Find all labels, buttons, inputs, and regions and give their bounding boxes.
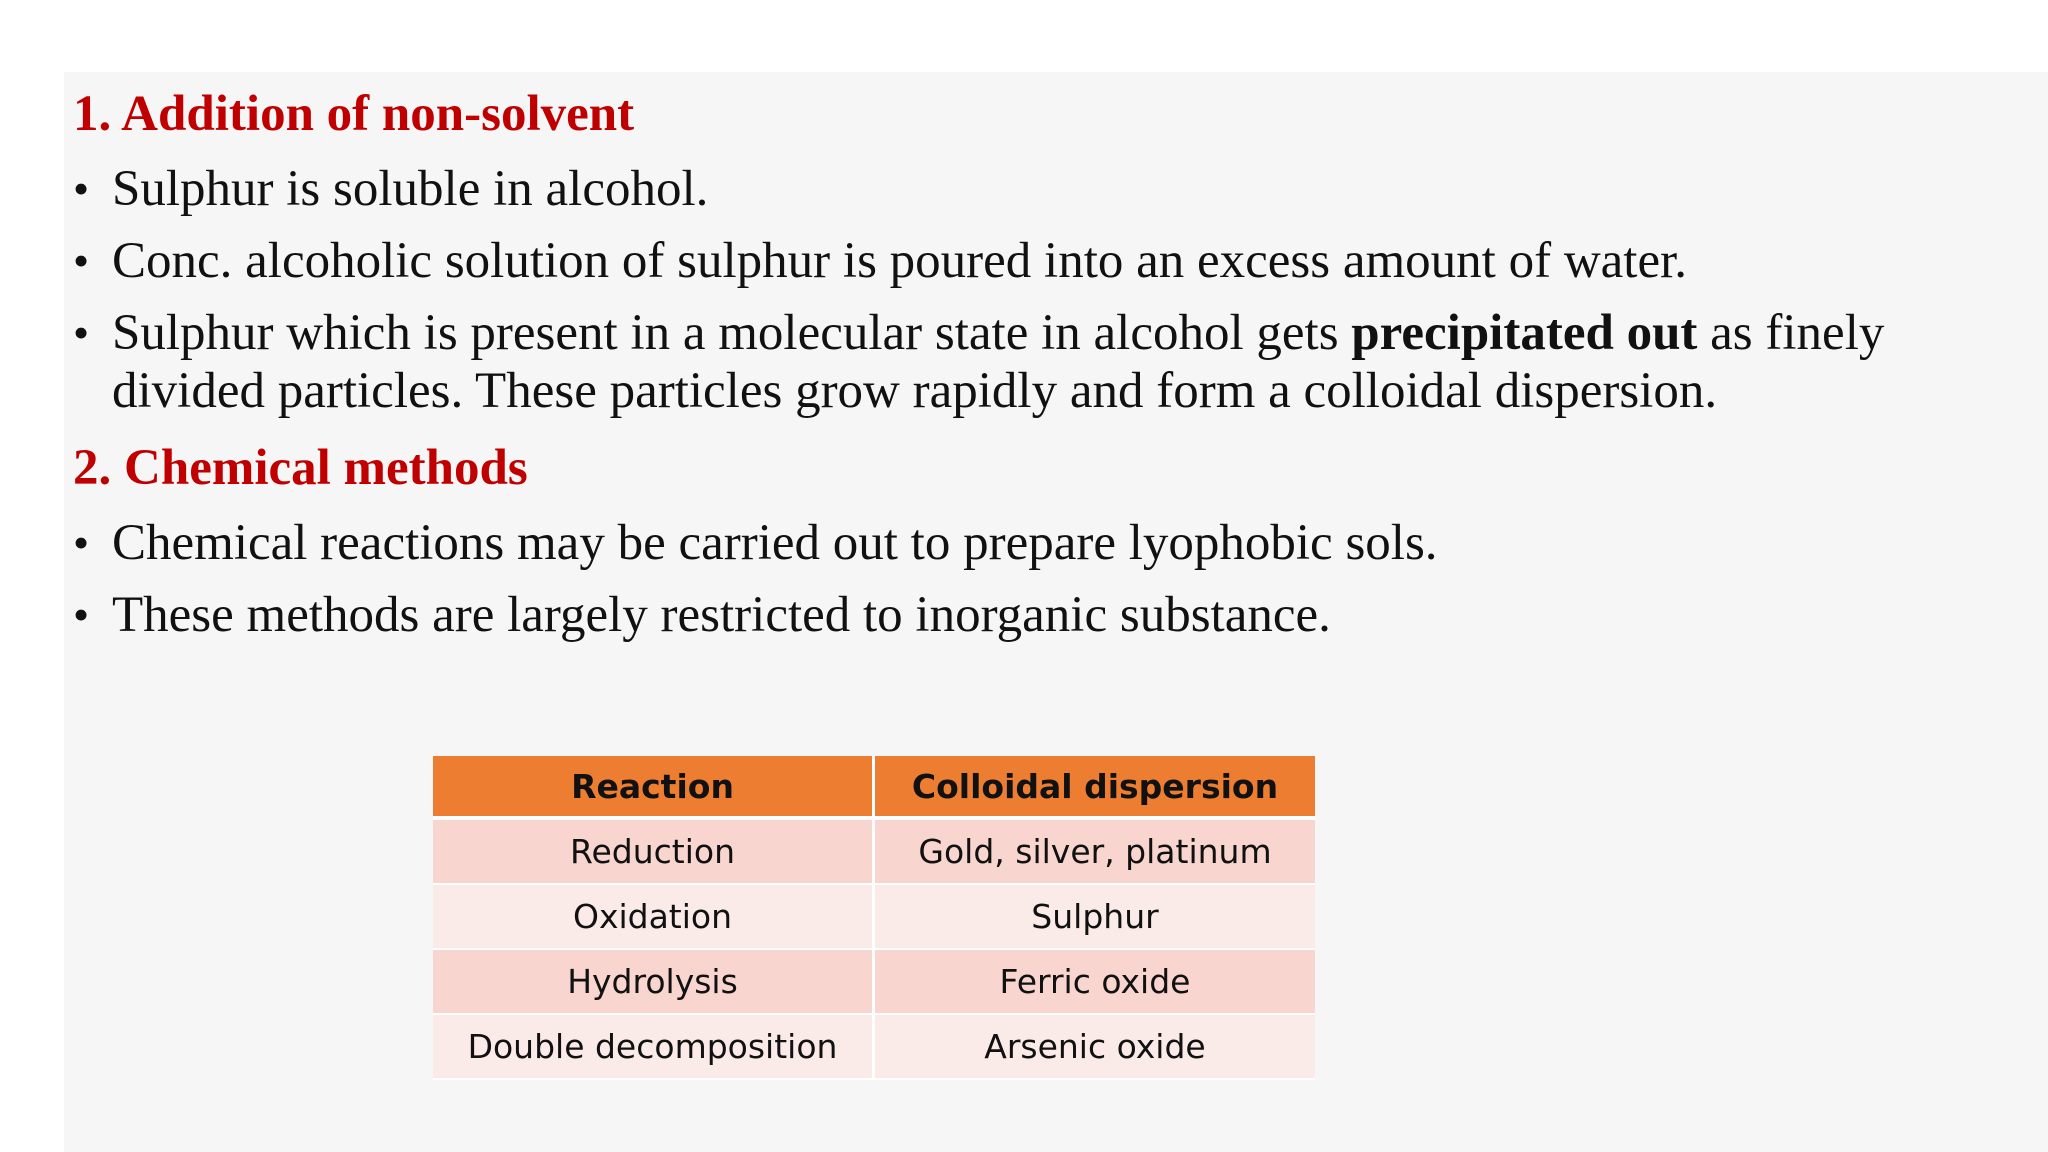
bullet-item bbox=[73, 304, 2012, 420]
table-row bbox=[433, 1015, 1315, 1080]
bullet-item bbox=[73, 160, 2012, 218]
slide-content bbox=[73, 82, 2033, 644]
bullet-text-before: Sulphur which is present in a molecular state in alcohol gets bbox=[112, 305, 1352, 361]
table-cell-dispersion: Ferric oxide bbox=[875, 950, 1315, 1015]
reaction-table-container bbox=[433, 756, 1315, 1080]
reaction-table bbox=[433, 756, 1315, 1080]
table-cell-reaction: Double decomposition bbox=[433, 1015, 875, 1080]
bullet-text bbox=[112, 305, 1884, 419]
bullet-glyph: • bbox=[73, 589, 90, 640]
bullet-glyph: • bbox=[73, 163, 90, 214]
bullet-text: These methods are largely restricted to inorganic substance. bbox=[112, 587, 1331, 643]
table-row bbox=[433, 950, 1315, 1015]
section-heading-non-solvent: 1. Addition of non-solvent bbox=[73, 86, 635, 142]
bullet-text-bold: precipitated out bbox=[1351, 305, 1698, 361]
column-header-colloidal-dispersion: Colloidal dispersion bbox=[875, 756, 1315, 820]
bullet-text: Conc. alcoholic solution of sulphur is poured into an excess amount of water. bbox=[112, 233, 1688, 289]
table-row bbox=[433, 820, 1315, 885]
table-row bbox=[433, 885, 1315, 950]
table-cell-dispersion: Arsenic oxide bbox=[875, 1015, 1315, 1080]
table-header-row bbox=[433, 756, 1315, 820]
bullet-text: Chemical reactions may be carried out to prepare lyophobic sols. bbox=[112, 515, 1438, 571]
table-cell-dispersion: Gold, silver, platinum bbox=[875, 820, 1315, 885]
table-cell-reaction: Oxidation bbox=[433, 885, 875, 950]
bullet-item bbox=[73, 586, 2012, 644]
table-cell-reaction: Hydrolysis bbox=[433, 950, 875, 1015]
bullet-glyph: • bbox=[73, 307, 90, 358]
column-header-reaction: Reaction bbox=[433, 756, 875, 820]
bullet-item bbox=[73, 514, 2012, 572]
table-cell-dispersion: Sulphur bbox=[875, 885, 1315, 950]
bullet-glyph: • bbox=[73, 517, 90, 568]
section-heading-chemical-methods: 2. Chemical methods bbox=[73, 440, 528, 496]
table-cell-reaction: Reduction bbox=[433, 820, 875, 885]
bullet-glyph: • bbox=[73, 235, 90, 286]
bullet-item bbox=[73, 232, 2012, 290]
bullet-text-after: as finely divided particles. These particles grow rapidly and form a colloidal dispersion. bbox=[112, 305, 1885, 419]
bullet-list-non-solvent bbox=[73, 160, 2033, 420]
bullet-text: Sulphur is soluble in alcohol. bbox=[112, 161, 709, 217]
bullet-list-chemical-methods bbox=[73, 514, 2033, 644]
